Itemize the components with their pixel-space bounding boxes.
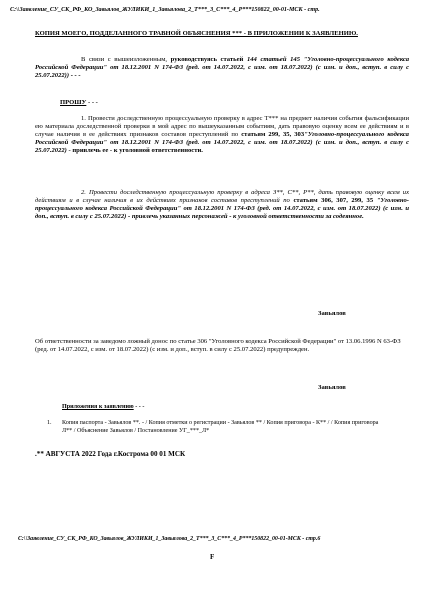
attachments-title-text: Приложения к заявлению [62,404,134,410]
attachments-title [62,404,144,410]
attachments-title-dashes: - - - [133,404,145,410]
item2-text: 2. Провести доследственную процессуальную проверку в адреса З**, С**, Р**, дать правовую оценку всем их действиям и в случае наличия в их действиях признаков составов преступлений по [35,189,409,204]
request-heading-text: ПРОШУ [60,99,87,106]
item1-code: "Уголовно-процессуального кодекса Российской Федерации" от 18.12.2001 N 174-ФЗ (ред. от 14.07.2022, с изм. от 18.07.2022) (с изм. и доп., вступ. в силу с 25.07.2022) [35,130,409,154]
item1-articles: статьям 299, 35, 303 [241,130,305,138]
request-item-1 [35,115,409,155]
signature-1: Завьялов [318,310,346,317]
request-dashes: - - - [86,99,98,106]
attachment-number: 1. [47,420,52,426]
footer-file-path: C:\\Заявление_СУ_СК_РФ_КО_Завьялов_ЖУЛИКИ_1_Завьялова_2_Т***_3_С***_4_Р***150822_00-01-МСК - стр.6 [18,536,321,542]
attachments-list [47,420,387,435]
item2-tail: - привлечь указанных персонажей - к уголовной ответственности за содеянное. [126,212,364,220]
date-line: .** АВГУСТА 2022 Года г.Кострома 00 01 МСК [35,450,186,458]
item2-articles: статьям 306, 307, 299, 35 [293,196,374,204]
intro-lead: В связи с вышеизложенным, [81,56,171,63]
intro-article: 144 статьей 145 "Уголовно-процессуального кодекса Российской Федерации" от 18.12.2001 N 174-ФЗ (ред. от 14.07.2022, с изм. от 18.07.2022) (с изм. и доп., вступ. в силу с 25.07.2022)) - - - [35,56,409,79]
signature-2: Завьялов [318,384,346,391]
copy-note: КОПИЯ МОЕГО, ПОДДЕЛАННОГО ТРАВНОЙ ОБЪЯСНЕНИЯ *** - В ПРИЛОЖЕНИИ К ЗАЯВЛЕНИЮ. [35,30,358,37]
item2-code: "Уголовно-процессуального кодекса Российской Федерации" от 18.12.2001 N 174-ФЗ (ред. от 14.07.2022, с изм. от 18.07.2022) (с изм. и доп., вступ. в силу с 25.07.2022) [35,196,409,220]
attachment-item: Копия паспорта - Завьялов **. - / Копия отметки о регистрации - Завьялов ** / Копия приговора - К** / / Копия приговора Л** / Объяснение Завьялов / Постановление УГ_***_Л* [62,420,379,434]
request-item-2 [35,189,409,221]
intro-guided: руководствуясь статьей [170,56,244,63]
request-heading [60,99,424,107]
page-mark: F [210,553,215,561]
liability-warning: Об ответственности за заведомо ложный донос по статье 306 "Уголовного кодекса Российской Федерации" от 13.06.1996 N 63-ФЗ (ред. от 14.07.2022, с изм. от 18.07.2022) (с изм. и доп., вступ. в силу с 25.07.2022) предупрежден. [35,338,401,353]
intro-paragraph [35,56,409,80]
item1-tail: - привлечь ее - к уголовной ответственности. [66,146,203,154]
header-file-path: C:\\Заявление_СУ_СК_РФ_КО_Завьялов_ЖУЛИКИ_1_Завьялова_2_Т***_3_С***_4_Р***150822_00-01-МСК - стр. [10,7,320,13]
item1-text: 1. Провести доследственную процессуальную проверку в адрес Т*** на предмет наличия события фальсификации ею материала доследственной проверки в мой адрес по вышеуказанным событиям, дать правовую оценку всем ее действиям и в случае наличия в ее действиях признаков составов преступлений по [35,115,409,138]
